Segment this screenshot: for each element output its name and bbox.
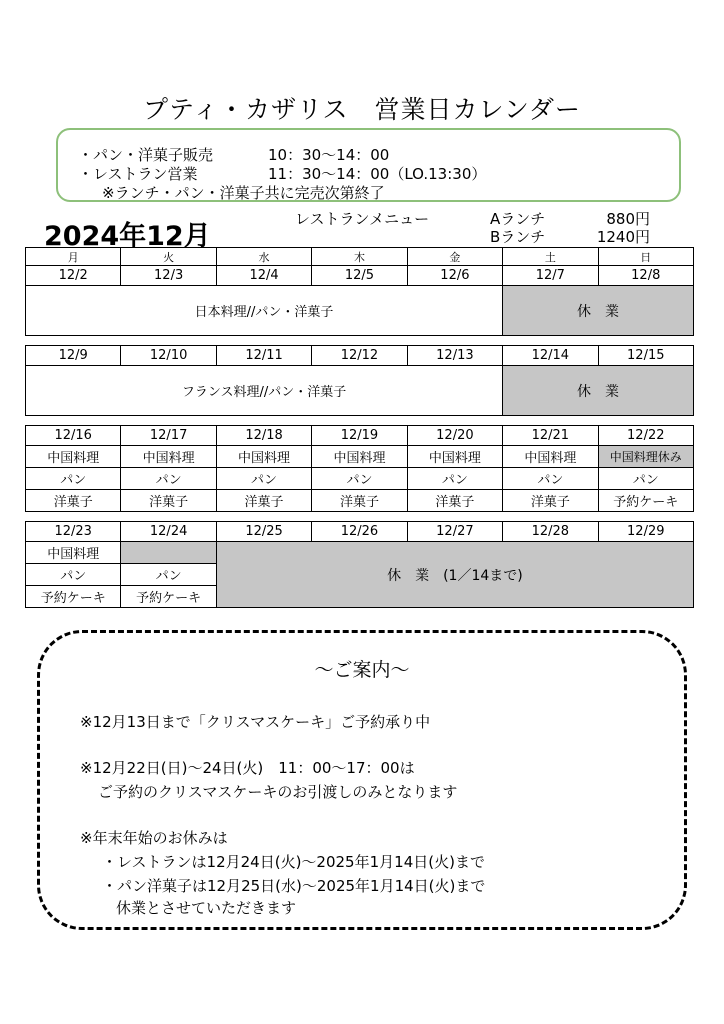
bread-cell: パン [407, 468, 502, 490]
weekday-tue: 火 [121, 248, 216, 266]
week-content-cell: フランス料理//パン・洋菓子 [26, 366, 503, 416]
cuisine-cell: 中国料理 [121, 446, 216, 468]
notice-line: ※12月13日まで「クリスマスケーキ」ご予約承り中 [80, 713, 431, 731]
date-row [26, 426, 694, 446]
bread-cell: パン [121, 564, 216, 586]
notice-line: ※12月22日(日)〜24日(火) 11：00〜17：00は [80, 759, 415, 777]
date-cell: 12/11 [216, 346, 311, 366]
notice-line: ご予約のクリスマスケーキのお引渡しのみとなります [98, 783, 458, 801]
sold-out-note: ※ランチ・パン・洋菓子共に完売次第終了 [102, 184, 385, 202]
week-content-cell: 日本料理//パン・洋菓子 [26, 286, 503, 336]
date-cell: 12/12 [312, 346, 407, 366]
bread-cell: パン [598, 468, 693, 490]
bread-hours-label: ・パン・洋菓子販売 [78, 146, 214, 164]
calendar-week-3 [25, 425, 694, 512]
content-row [26, 366, 694, 416]
date-cell: 12/23 [26, 522, 121, 542]
cuisine-cell: 中国料理 [26, 542, 121, 564]
bread-cell: パン [121, 468, 216, 490]
closed-cell: 休 業 (1／14まで) [216, 542, 693, 608]
weekday-header-row [26, 248, 694, 266]
date-cell: 12/6 [407, 266, 502, 286]
sweets-row [26, 490, 694, 512]
date-cell: 12/7 [503, 266, 598, 286]
date-cell: 12/25 [216, 522, 311, 542]
notice-line: ・レストランは12月24日(火)〜2025年1月14日(火)まで [102, 853, 485, 871]
weekday-fri: 金 [407, 248, 502, 266]
notice-box [37, 630, 687, 930]
weekday-wed: 水 [216, 248, 311, 266]
date-cell: 12/14 [503, 346, 598, 366]
lunch-a-label: Aランチ [490, 210, 546, 228]
sweets-cell: 予約ケーキ [598, 490, 693, 512]
date-cell: 12/3 [121, 266, 216, 286]
weekday-mon: 月 [26, 248, 121, 266]
sweets-cell: 洋菓子 [503, 490, 598, 512]
cuisine-row [26, 446, 694, 468]
sweets-cell: 洋菓子 [216, 490, 311, 512]
cuisine-cell: 中国料理 [407, 446, 502, 468]
date-cell: 12/28 [503, 522, 598, 542]
cuisine-row [26, 542, 694, 564]
lunch-b-label: Bランチ [490, 228, 546, 246]
date-cell: 12/18 [216, 426, 311, 446]
bread-cell: パン [26, 468, 121, 490]
cuisine-closed-cell: 中国料理休み [598, 446, 693, 468]
lunch-a-price: 880円 [606, 210, 650, 228]
sweets-cell: 洋菓子 [26, 490, 121, 512]
weekday-sat: 土 [503, 248, 598, 266]
sweets-cell: 洋菓子 [312, 490, 407, 512]
weekday-thu: 木 [312, 248, 407, 266]
date-row [26, 266, 694, 286]
restaurant-hours-time: 11：30〜14：00（LO.13:30） [268, 165, 487, 183]
date-cell: 12/17 [121, 426, 216, 446]
date-cell: 12/22 [598, 426, 693, 446]
bread-cell: パン [216, 468, 311, 490]
calendar-week-1 [25, 247, 694, 336]
date-cell: 12/21 [503, 426, 598, 446]
date-cell: 12/8 [598, 266, 693, 286]
bread-cell: パン [503, 468, 598, 490]
date-cell: 12/19 [312, 426, 407, 446]
cuisine-cell: 中国料理 [312, 446, 407, 468]
calendar-week-4 [25, 521, 694, 608]
date-cell: 12/27 [407, 522, 502, 542]
date-cell: 12/26 [312, 522, 407, 542]
bread-cell: パン [26, 564, 121, 586]
date-row [26, 346, 694, 366]
cake-cell: 予約ケーキ [26, 586, 121, 608]
cake-cell: 予約ケーキ [121, 586, 216, 608]
notice-line: ※年末年始のお休みは [80, 829, 228, 847]
date-cell: 12/5 [312, 266, 407, 286]
notice-title: 〜ご案内〜 [314, 659, 410, 681]
bread-hours-line [78, 144, 390, 165]
notice-line: ・パン洋菓子は12月25日(水)〜2025年1月14日(火)まで [102, 877, 486, 895]
date-cell: 12/20 [407, 426, 502, 446]
business-hours-box [56, 128, 681, 202]
restaurant-hours-line [78, 163, 487, 184]
bread-hours-time: 10：30〜14：00 [268, 146, 390, 164]
lunch-b-price: 1240円 [596, 228, 650, 246]
month-label: 2024年12月 [44, 221, 211, 252]
closed-cell: 休 業 [503, 366, 694, 416]
date-cell: 12/9 [26, 346, 121, 366]
date-cell: 12/24 [121, 522, 216, 542]
date-cell: 12/4 [216, 266, 311, 286]
menu-title: レストランメニュー [295, 210, 430, 228]
calendar-week-2 [25, 345, 694, 416]
bread-row [26, 468, 694, 490]
date-cell: 12/13 [407, 346, 502, 366]
page-title: プティ・カザリス 営業日カレンダー [143, 95, 581, 124]
cuisine-cell: 中国料理 [216, 446, 311, 468]
restaurant-hours-label: ・レストラン営業 [78, 165, 198, 183]
date-cell: 12/15 [598, 346, 693, 366]
sweets-cell: 洋菓子 [407, 490, 502, 512]
date-cell: 12/29 [598, 522, 693, 542]
date-cell: 12/2 [26, 266, 121, 286]
sweets-cell: 洋菓子 [121, 490, 216, 512]
date-cell: 12/16 [26, 426, 121, 446]
weekday-sun: 日 [598, 248, 693, 266]
date-cell: 12/10 [121, 346, 216, 366]
cuisine-cell: 中国料理 [503, 446, 598, 468]
closed-cell: 休 業 [503, 286, 694, 336]
content-row [26, 286, 694, 336]
closed-filler-cell [121, 542, 216, 564]
bread-cell: パン [312, 468, 407, 490]
notice-line: 休業とさせていただきます [116, 899, 297, 917]
date-row [26, 522, 694, 542]
cuisine-cell: 中国料理 [26, 446, 121, 468]
